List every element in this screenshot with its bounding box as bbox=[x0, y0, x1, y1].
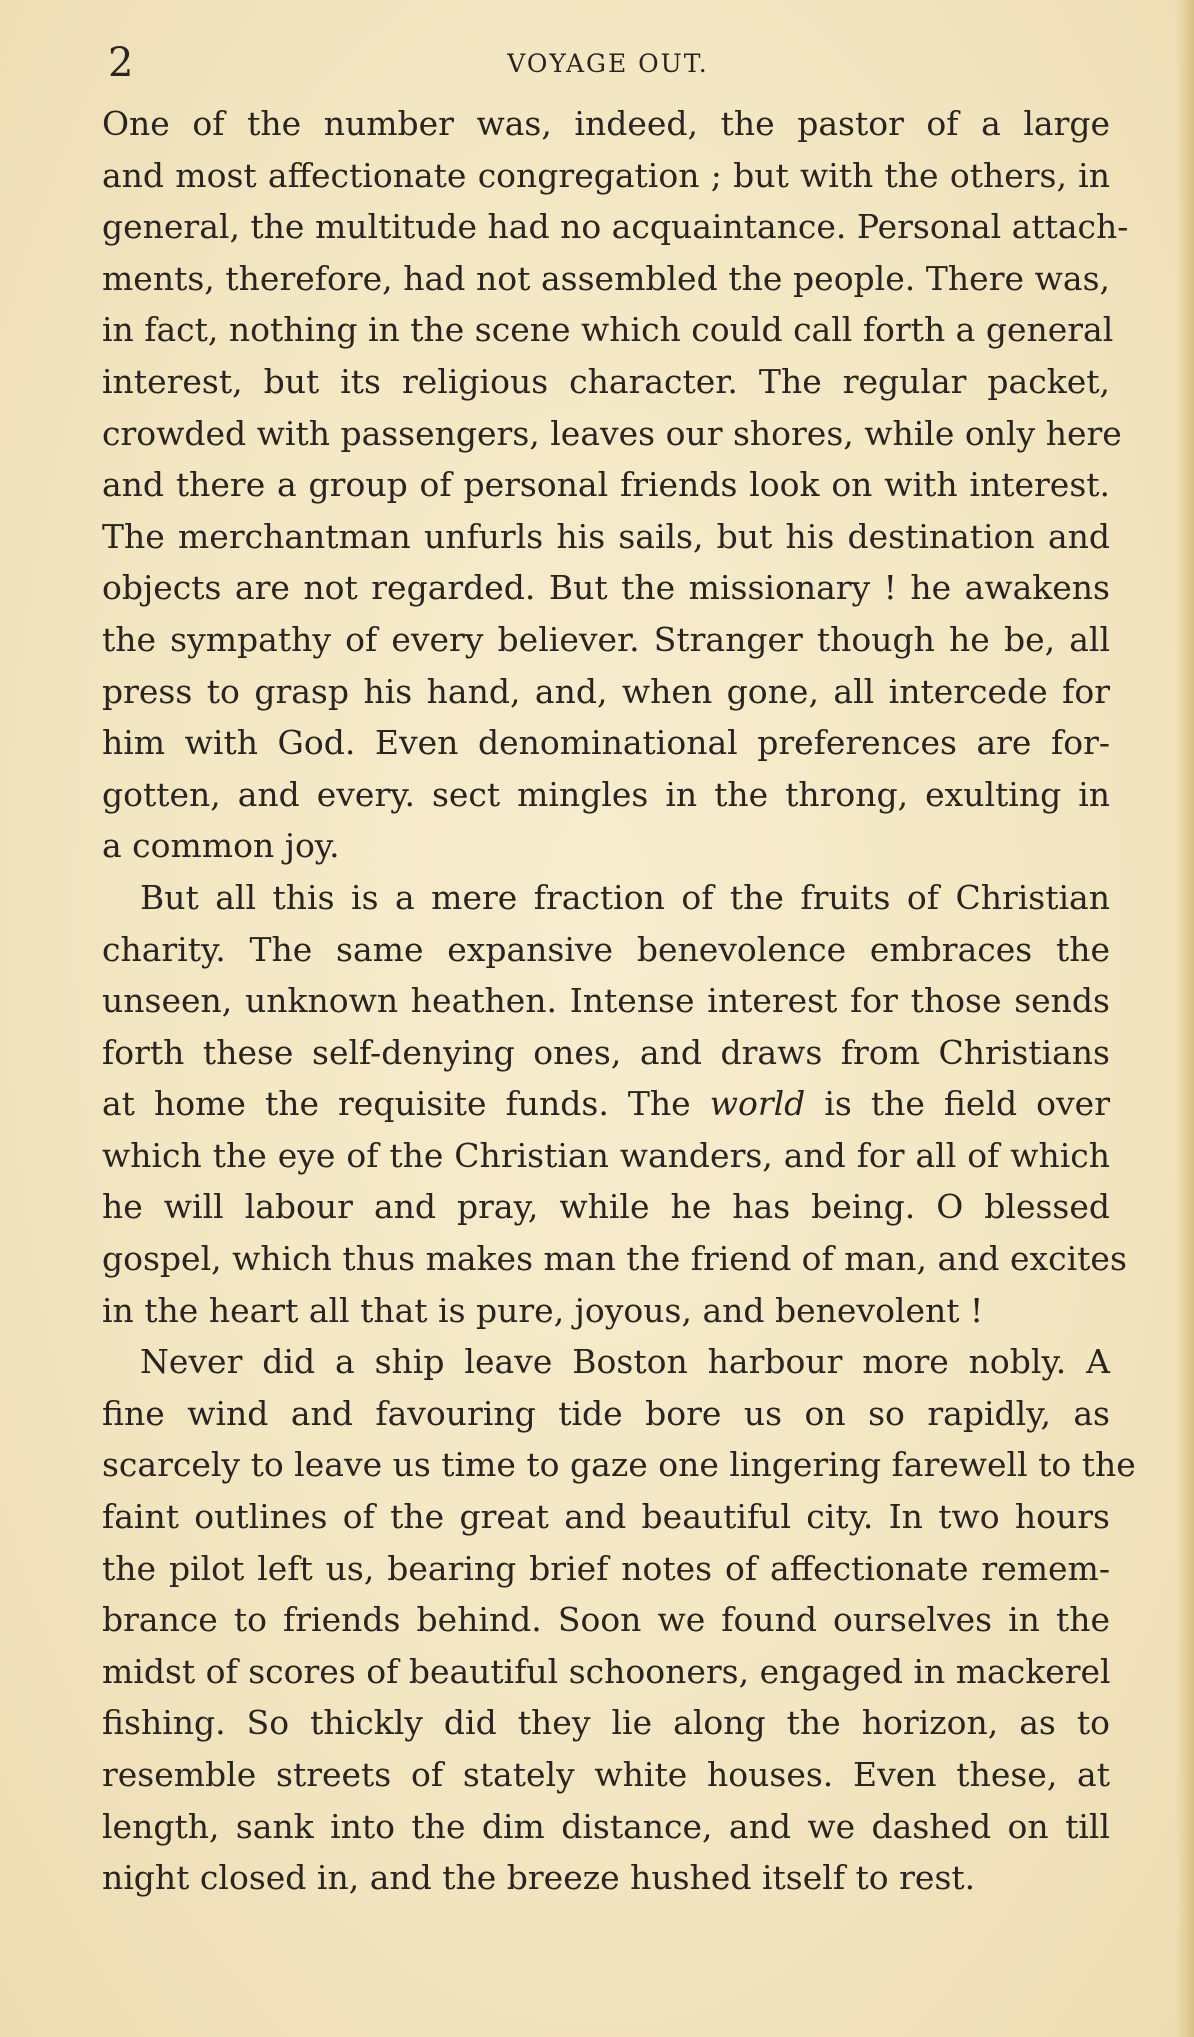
text-line: unseen, unknown heathen. Intense interest for those sends bbox=[102, 981, 1110, 1021]
text-line: fishing. So thickly did they lie along the horizon, as to bbox=[102, 1703, 1110, 1743]
paragraph bbox=[102, 872, 1127, 1336]
text-line: But all this is a mere fraction of the fruits of Christian bbox=[140, 877, 1110, 917]
paragraph bbox=[102, 98, 1129, 872]
text-line: the pilot left us, bearing brief notes of affectionate remem- bbox=[102, 1548, 1110, 1588]
body-text bbox=[102, 98, 1136, 1904]
text-line: interest, but its religious character. The regular packet, bbox=[102, 361, 1110, 401]
text-line: Never did a ship leave Boston harbour more nobly. A bbox=[140, 1342, 1110, 1382]
text-line: which the eye of the Christian wanders, and for all of which bbox=[102, 1135, 1110, 1175]
running-title: VOYAGE OUT. bbox=[507, 49, 709, 78]
text-line: brance to friends behind. Soon we found ourselves in the bbox=[102, 1600, 1110, 1640]
text-line: ments, therefore, had not assembled the people. There was, bbox=[102, 258, 1110, 298]
paragraph bbox=[102, 1336, 1136, 1904]
text-line: a common joy. bbox=[102, 826, 340, 866]
text-line: in the heart all that is pure, joyous, and benevolent ! bbox=[102, 1290, 984, 1330]
text-line: him with God. Even denominational preferences are for- bbox=[102, 723, 1110, 763]
text-line: midst of scores of beautiful schooners, engaged in mackerel bbox=[102, 1651, 1111, 1691]
text-line: in fact, nothing in the scene which could call forth a general bbox=[102, 310, 1114, 350]
text-line: length, sank into the dim distance, and we dashed on till bbox=[102, 1806, 1110, 1846]
text-line: The merchantman unfurls his sails, but his destination and bbox=[102, 516, 1110, 556]
page-number: 2 bbox=[108, 40, 134, 86]
text-line: the sympathy of every believer. Stranger though he be, all bbox=[102, 619, 1110, 659]
text-line: One of the number was, indeed, the pastor of a large bbox=[102, 104, 1110, 143]
text-line: he will labour and pray, while he has being. O blessed bbox=[102, 1187, 1110, 1227]
text-line: gotten, and every. sect mingles in the throng, exulting in bbox=[102, 774, 1110, 814]
text-line: forth these self-denying ones, and draws from Christians bbox=[102, 1032, 1110, 1072]
text-line: faint outlines of the great and beautiful city. In two hours bbox=[102, 1497, 1110, 1537]
running-head bbox=[108, 38, 1108, 88]
text-line: resemble streets of stately white houses. Even these, at bbox=[102, 1755, 1110, 1794]
text-line: press to grasp his hand, and, when gone, all intercede for bbox=[102, 671, 1110, 711]
text-line: and there a group of personal friends look on with interest. bbox=[102, 465, 1110, 505]
text-line: objects are not regarded. But the missionary ! he awakens bbox=[102, 568, 1110, 608]
text-line: general, the multitude had no acquaintance. Personal attach- bbox=[102, 207, 1129, 247]
text-line: night closed in, and the breeze hushed itself to rest. bbox=[102, 1858, 976, 1898]
page-edge-shadow bbox=[1176, 0, 1194, 2037]
text-line: gospel, which thus makes man the friend of man, and excites bbox=[102, 1239, 1127, 1279]
text-line: and most affectionate congregation ; but with the others, in bbox=[102, 155, 1110, 195]
text-line: fine wind and favouring tide bore us on so rapidly, as bbox=[102, 1393, 1110, 1433]
text-line: charity. The same expansive benevolence embraces the bbox=[102, 929, 1110, 969]
text-line: crowded with passengers, leaves our shores, while only here bbox=[102, 413, 1122, 453]
text-line: at home the requisite funds. The world is the field over bbox=[102, 1084, 1110, 1124]
text-line: scarcely to leave us time to gaze one lingering farewell to the bbox=[102, 1445, 1136, 1485]
